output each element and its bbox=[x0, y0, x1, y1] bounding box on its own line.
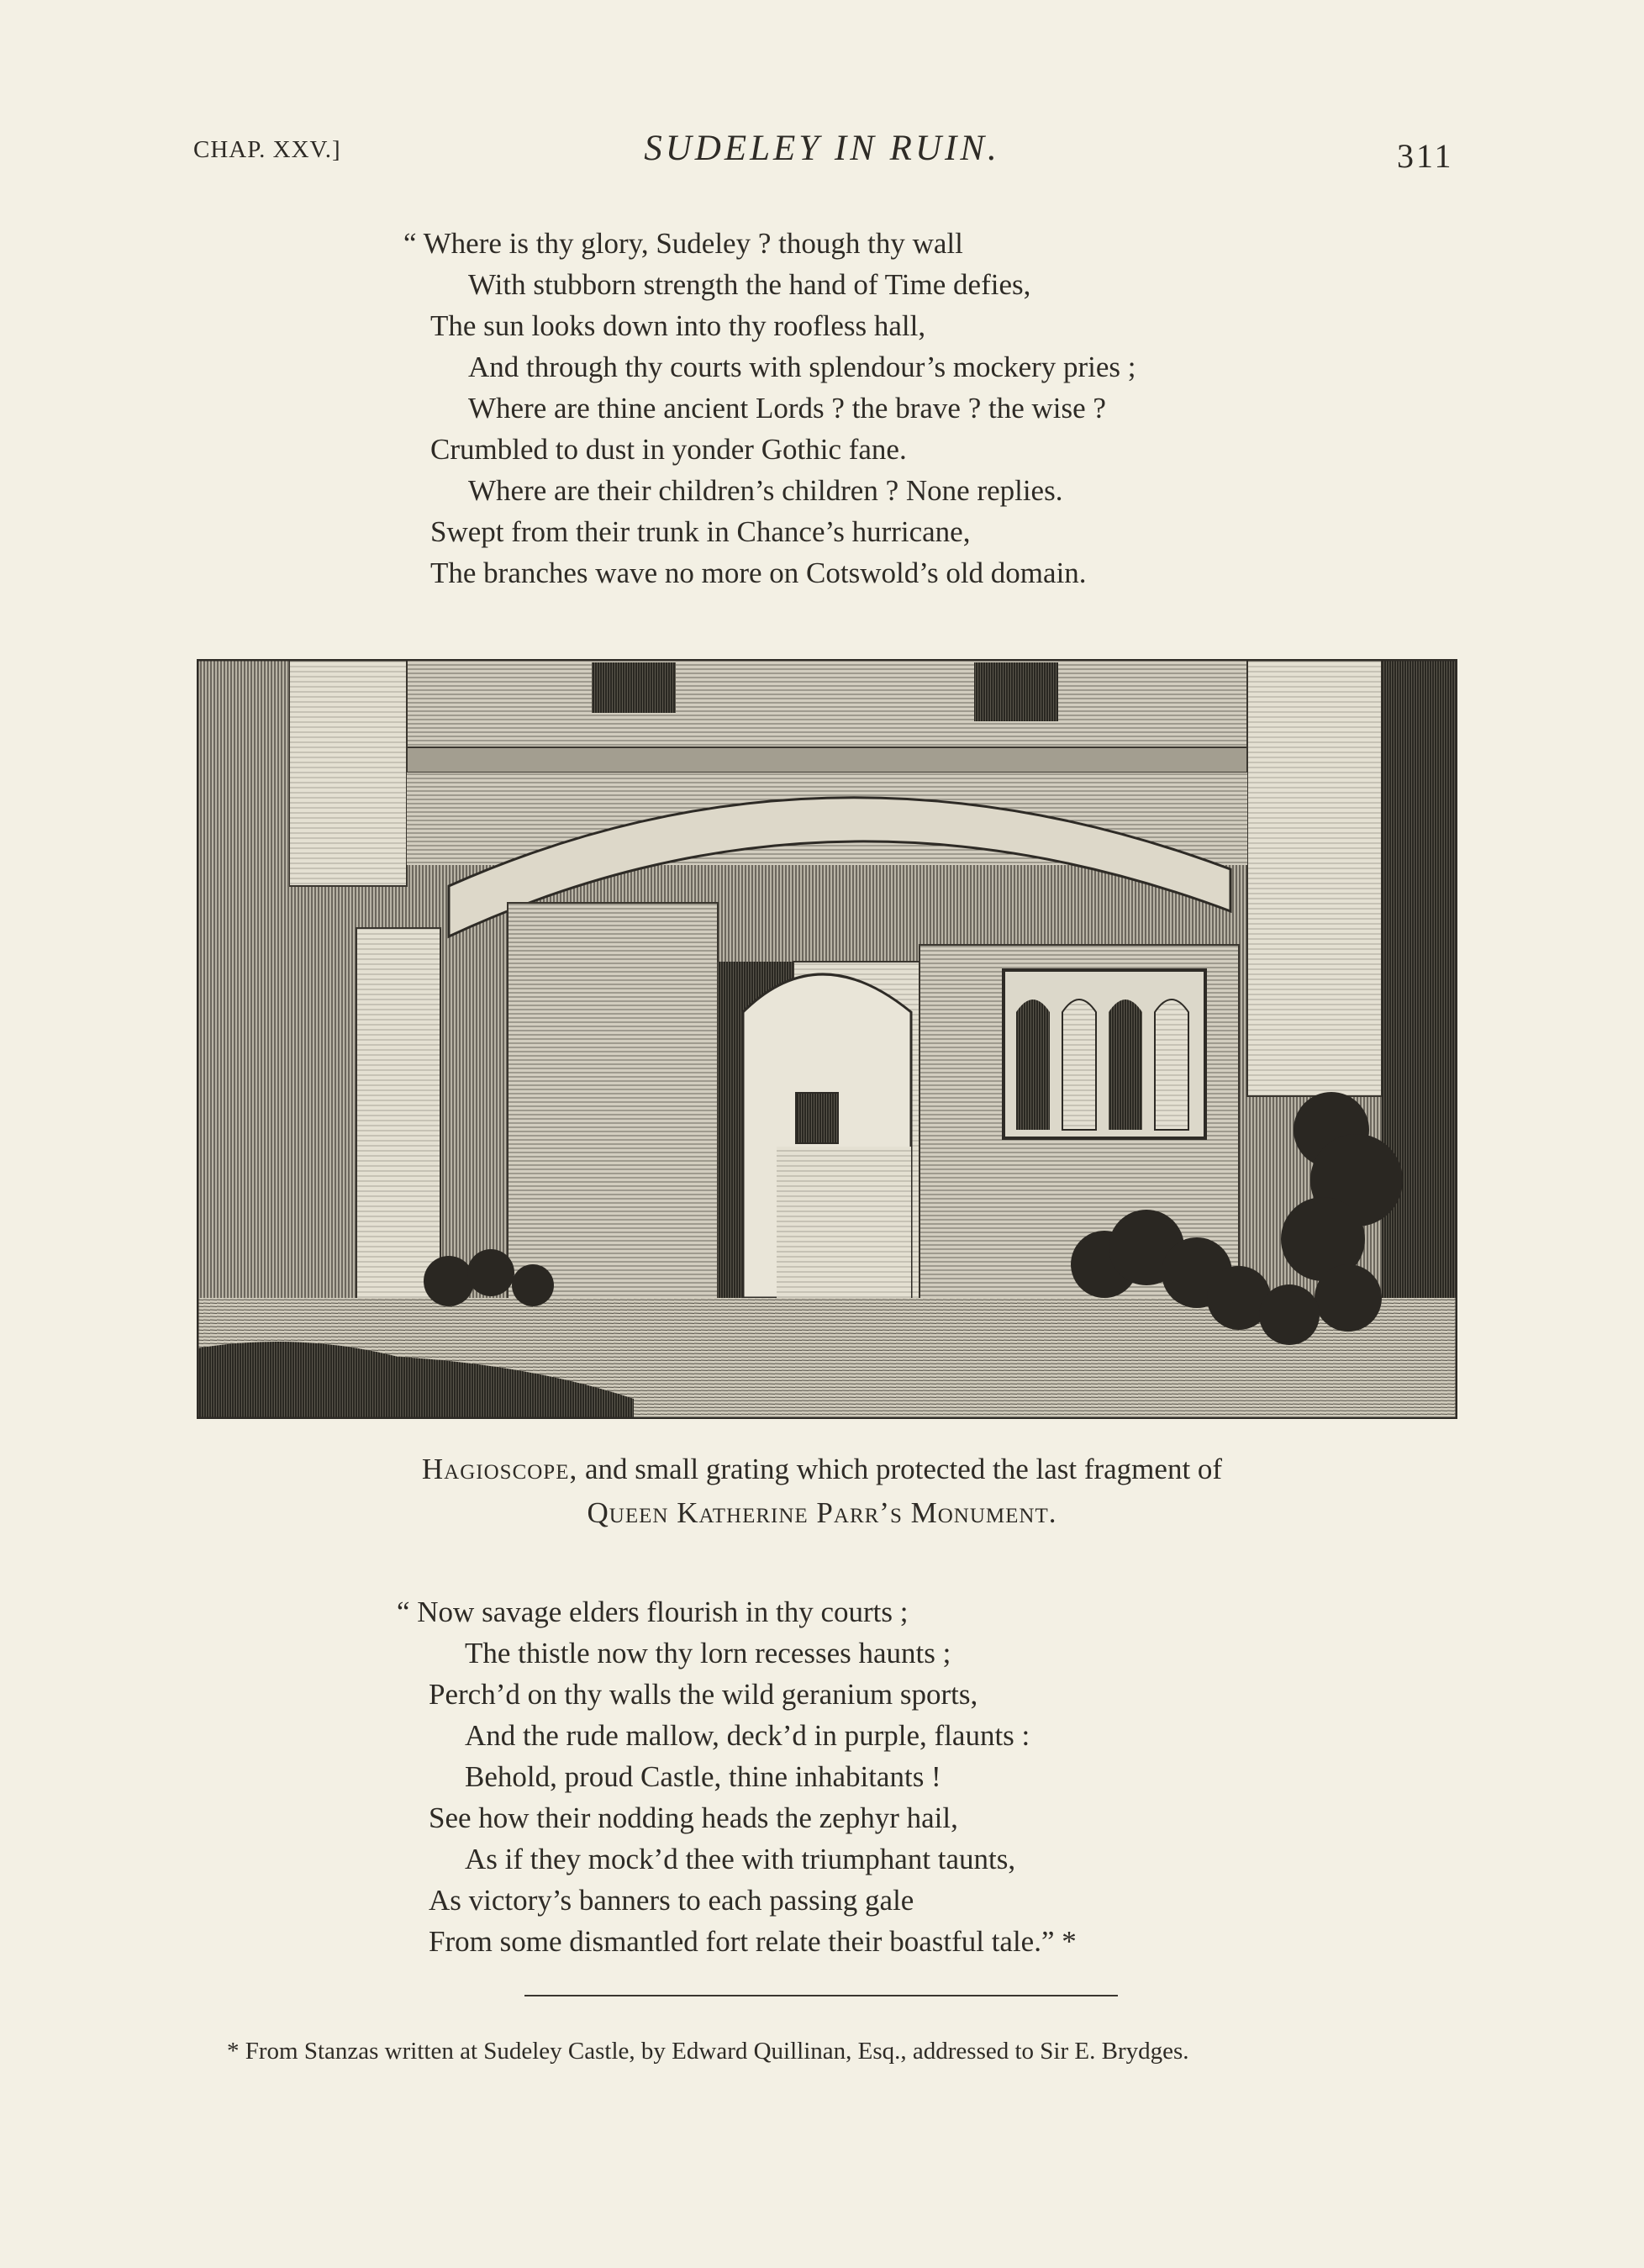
poem-line: “ Where is thy glory, Sudeley ? though thy wall bbox=[403, 227, 963, 260]
caption-rest: and small grating which protected the last fragment of bbox=[577, 1453, 1223, 1485]
page-number: 311 bbox=[1397, 137, 1454, 175]
poem-line: Where are their children’s children ? None replies. bbox=[468, 474, 1063, 507]
poem-line: And the rude mallow, deck’d in purple, flaunts : bbox=[465, 1719, 1030, 1752]
poem-line: From some dismantled fort relate their boastful tale.” * bbox=[429, 1925, 1077, 1958]
poem-line: Where are thine ancient Lords ? the brave ? the wise ? bbox=[468, 392, 1106, 425]
poem-line: And through thy courts with splendour’s mockery pries ; bbox=[468, 351, 1136, 383]
poem-line: Perch’d on thy walls the wild geranium sports, bbox=[429, 1678, 978, 1711]
engraving-image bbox=[197, 659, 1457, 1419]
engraving-illustration bbox=[197, 659, 1457, 1419]
running-header-chapter: CHAP. XXV.] bbox=[193, 136, 341, 163]
poem-line: With stubborn strength the hand of Time defies, bbox=[468, 268, 1031, 301]
footnote-rule bbox=[524, 1995, 1118, 1996]
poem-line: The branches wave no more on Cotswold’s old domain. bbox=[430, 556, 1087, 589]
footnote: * From Stanzas written at Sudeley Castle, by Edward Quillinan, Esq., addressed to Sir E. Brydges. bbox=[227, 2038, 1189, 2065]
poem-line: As if they mock’d thee with triumphant taunts, bbox=[465, 1843, 1016, 1875]
illustration-caption-line-1 bbox=[0, 1453, 1644, 1486]
poem-line: The sun looks down into thy roofless hall, bbox=[430, 309, 926, 342]
poem-line: The thistle now thy lorn recesses haunts ; bbox=[465, 1637, 951, 1669]
running-header-title: SUDELEY IN RUIN. bbox=[644, 129, 1000, 168]
poem-line: Behold, proud Castle, thine inhabitants ! bbox=[465, 1760, 941, 1793]
poem-line: As victory’s banners to each passing gale bbox=[429, 1884, 914, 1917]
poem-line: Crumbled to dust in yonder Gothic fane. bbox=[430, 433, 907, 466]
poem-line: “ Now savage elders flourish in thy courts ; bbox=[397, 1596, 909, 1628]
poem-line: See how their nodding heads the zephyr hail, bbox=[429, 1801, 958, 1834]
illustration-caption-line-2: Queen Katherine Parr’s Monument. bbox=[587, 1496, 1057, 1529]
caption-lead: Hagioscope, bbox=[421, 1453, 578, 1485]
poem-line: Swept from their trunk in Chance’s hurricane, bbox=[430, 515, 971, 548]
